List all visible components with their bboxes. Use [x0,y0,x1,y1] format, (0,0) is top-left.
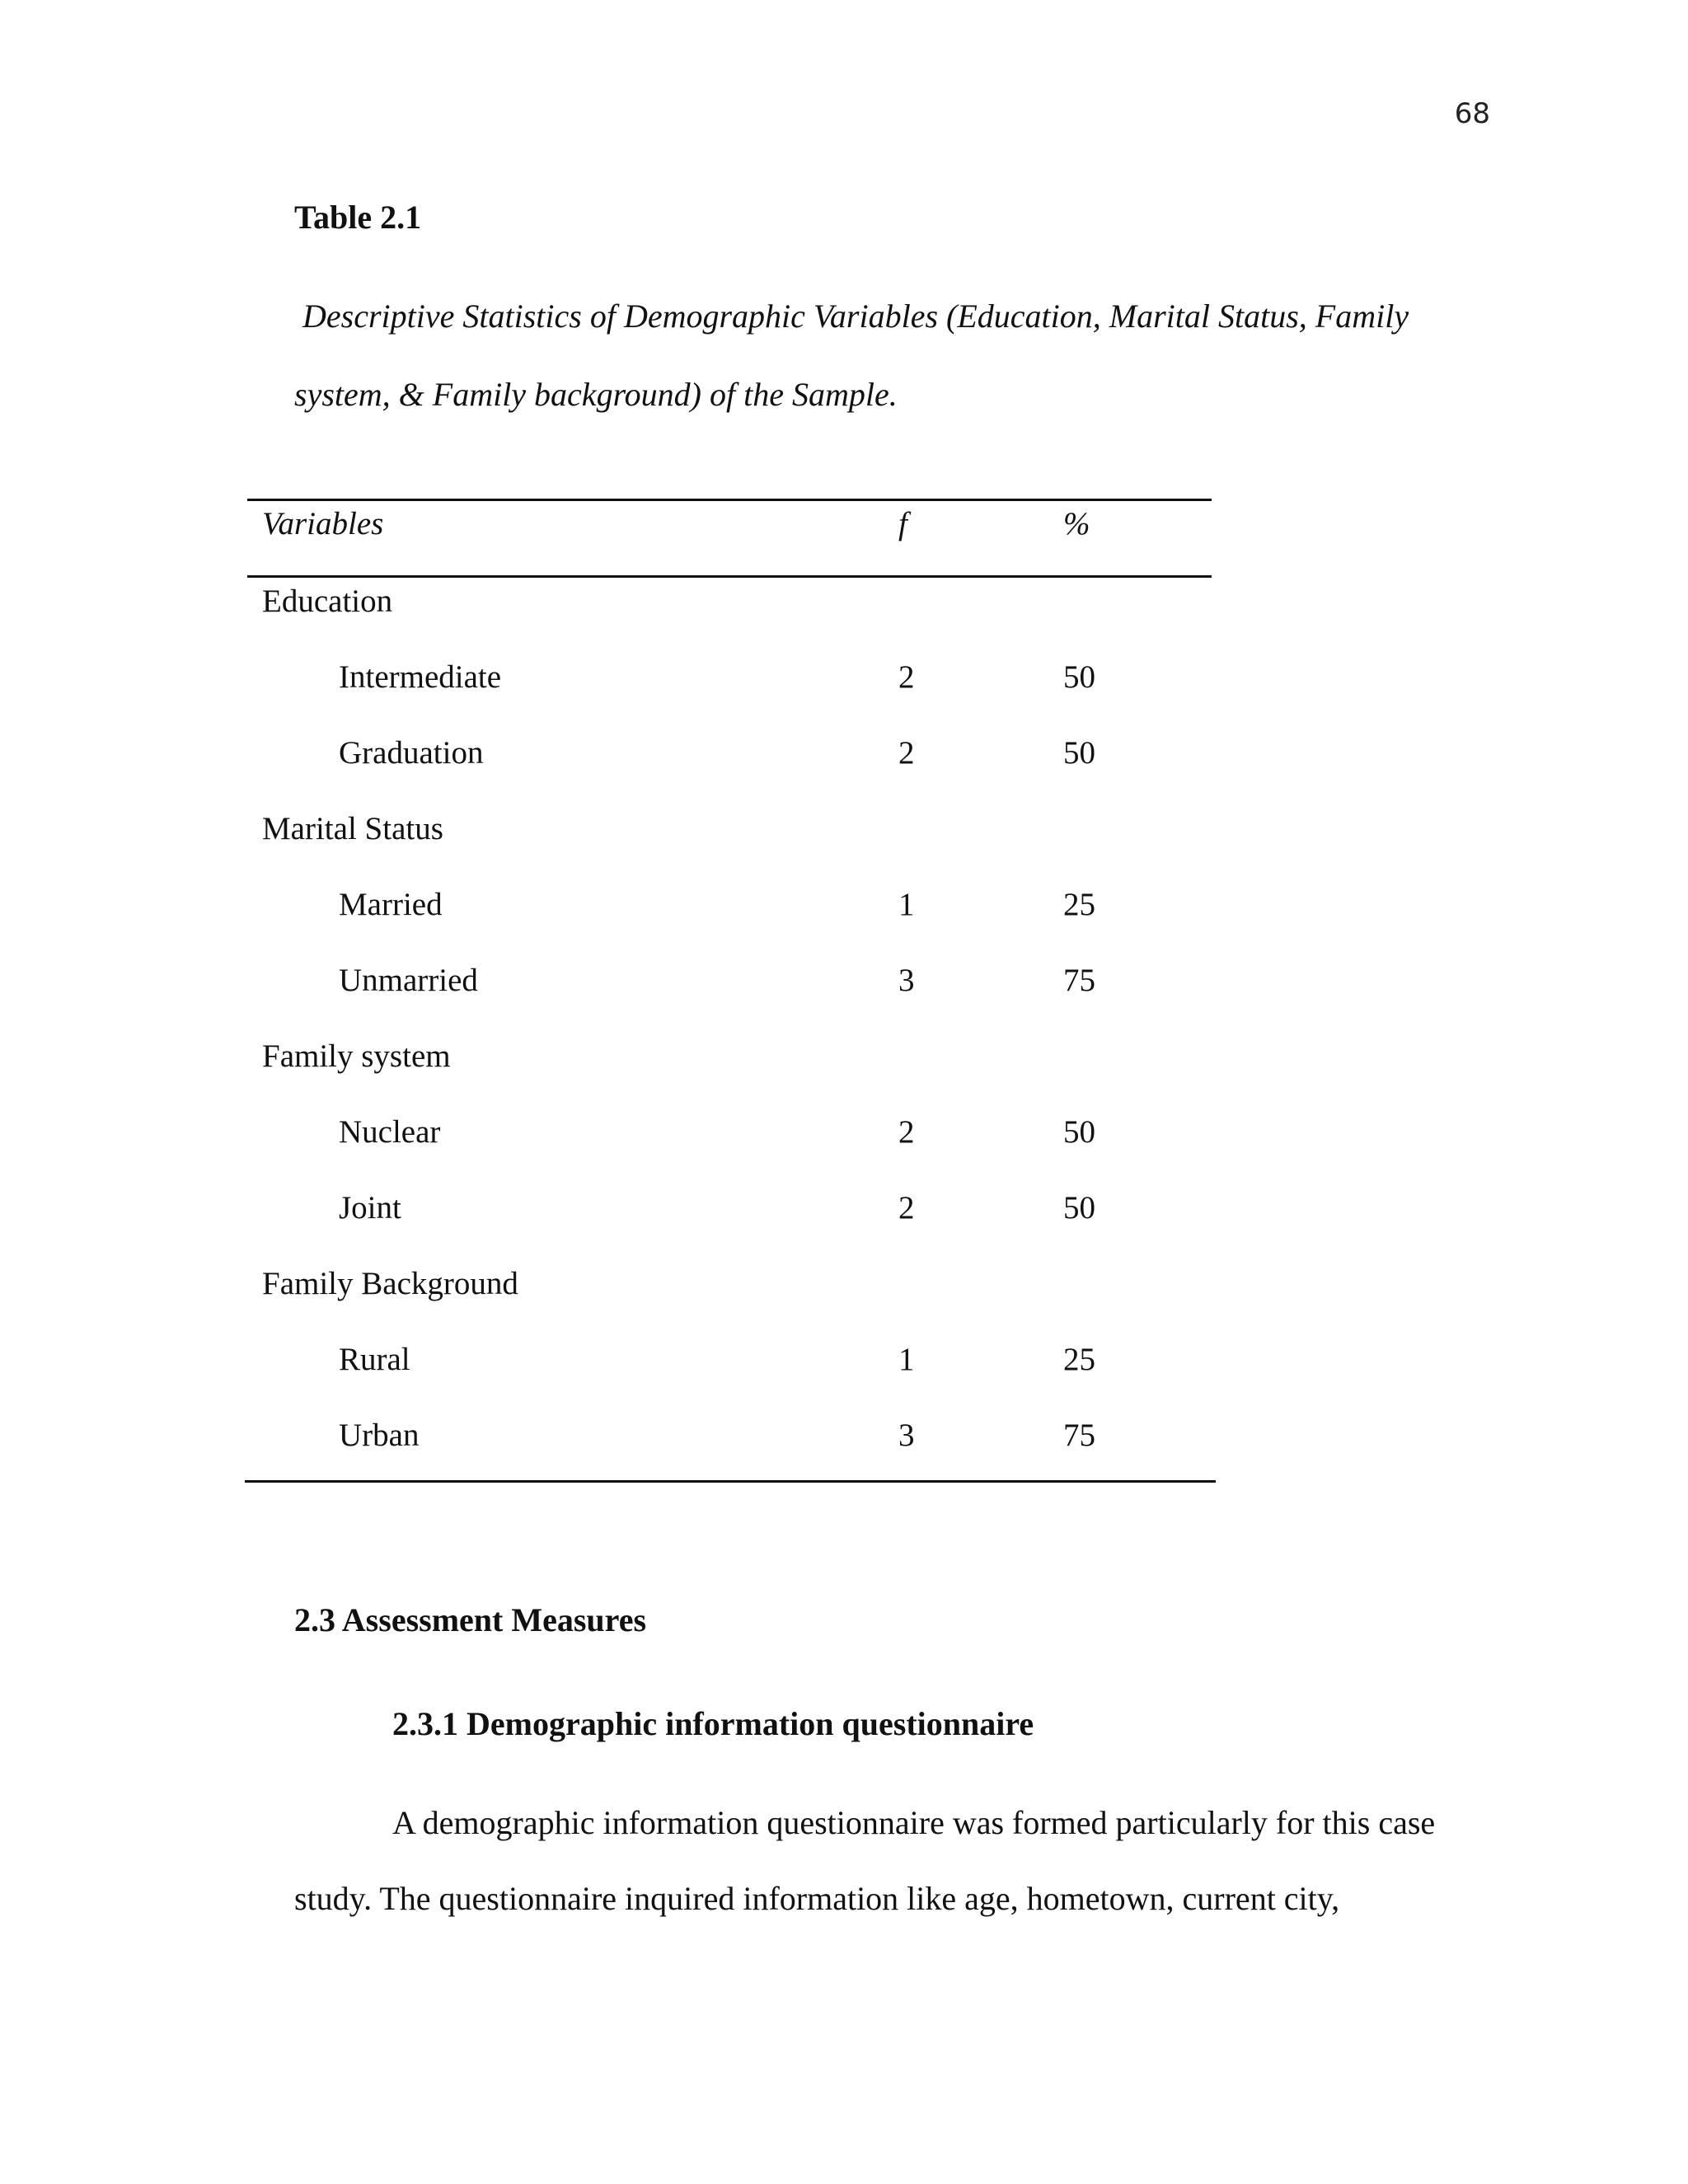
row-percent: 50 [1063,735,1095,771]
header-frequency: f [898,506,907,541]
row-percent: 25 [1063,1342,1095,1377]
row-frequency: 3 [898,963,915,998]
header-variables: Variables [262,506,384,541]
row-frequency: 2 [898,1190,915,1226]
paragraph-line-1: A demographic information questionnaire was formed particularly for this case [392,1804,1436,1841]
group-label-family-background: Family Background [262,1266,518,1301]
row-frequency: 1 [898,887,915,922]
row-frequency: 1 [898,1342,915,1377]
row-label: Nuclear [339,1114,441,1150]
row-percent: 50 [1063,659,1095,695]
table-bottom-rule [245,1480,1216,1483]
row-percent: 75 [1063,963,1095,998]
row-frequency: 2 [898,735,915,771]
header-percent: % [1063,506,1090,541]
page-number: 68 [1454,97,1490,130]
table-header-rule [247,575,1212,578]
group-label-family-system: Family system [262,1038,451,1074]
row-label: Graduation [339,735,484,771]
row-label: Urban [339,1418,420,1453]
row-label: Married [339,887,443,922]
row-percent: 25 [1063,887,1095,922]
row-frequency: 2 [898,659,915,695]
row-percent: 50 [1063,1114,1095,1150]
table-caption-line-1: Descriptive Statistics of Demographic Variables (Education, Marital Status, Family [302,298,1409,335]
subsection-heading: 2.3.1 Demographic information questionnaire [392,1705,1034,1742]
row-percent: 75 [1063,1418,1095,1453]
row-label: Unmarried [339,963,478,998]
group-label-education: Education [262,583,393,619]
paragraph-line-2: study. The questionnaire inquired information like age, hometown, current city, [294,1880,1340,1917]
group-label-marital-status: Marital Status [262,811,443,846]
row-frequency: 3 [898,1418,915,1453]
row-label: Rural [339,1342,410,1377]
row-percent: 50 [1063,1190,1095,1226]
table-caption-line-2: system, & Family background) of the Sample. [294,376,898,413]
table-label: Table 2.1 [294,199,422,236]
table-top-rule [247,499,1212,501]
section-heading: 2.3 Assessment Measures [294,1601,647,1638]
row-frequency: 2 [898,1114,915,1150]
row-label: Joint [339,1190,401,1226]
row-label: Intermediate [339,659,502,695]
